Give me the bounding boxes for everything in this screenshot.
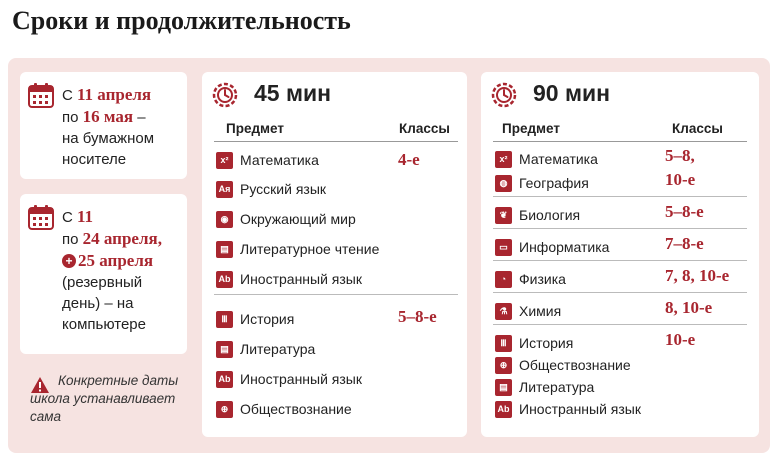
header-subject: Предмет	[226, 121, 284, 136]
column-45-min	[202, 72, 467, 437]
book-icon: ▤	[495, 379, 512, 396]
gear-clock-icon	[210, 80, 240, 110]
globe-icon: ⊕	[216, 401, 233, 418]
subject-name: Математика	[519, 151, 598, 167]
header-subject: Предмет	[502, 121, 560, 136]
history-icon: Ⅲ	[216, 311, 233, 328]
subject-row	[495, 268, 566, 290]
grade-label: 4-е	[398, 150, 420, 169]
subject-row	[495, 236, 609, 258]
subject-row	[495, 172, 589, 194]
column-header	[210, 78, 450, 112]
book-icon: ▤	[216, 341, 233, 358]
subject-row	[495, 376, 594, 398]
foreign-lang-icon: Ab	[216, 371, 233, 388]
subject-name: Биология	[519, 207, 581, 223]
reserve-date: 25 апреля	[78, 251, 154, 270]
group-divider	[214, 294, 458, 295]
subject-name: Литературное чтение	[240, 241, 380, 257]
subject-name: Иностранный язык	[240, 271, 362, 287]
history-icon: Ⅲ	[495, 335, 512, 352]
end-date: 16 мая	[82, 107, 134, 126]
group-divider	[493, 196, 747, 197]
grade-label: 5–8,	[665, 146, 695, 165]
grade-label: 7–8-е	[665, 234, 704, 253]
subject-row	[495, 148, 598, 170]
group-divider	[493, 292, 747, 293]
foreign-lang-icon: Ab	[495, 401, 512, 418]
subject-name: Химия	[519, 303, 562, 319]
gear-clock-icon	[489, 80, 519, 110]
subject-name: Физика	[519, 271, 566, 287]
russian-lang-icon: Ая	[216, 181, 233, 198]
note-text: Конкретные даты школа устанавливает сама	[30, 373, 179, 424]
header-grades: Классы	[399, 121, 450, 136]
date-card-paper	[20, 72, 187, 179]
start-date: 11	[77, 207, 94, 226]
subject-row	[216, 368, 362, 390]
math-icon: x²	[495, 151, 512, 168]
group-divider	[493, 228, 747, 229]
subject-row	[216, 149, 319, 171]
subject-name: Математика	[240, 152, 319, 168]
math-icon: x²	[216, 152, 233, 169]
subject-row	[216, 208, 356, 230]
grade-label: 10-е	[665, 170, 696, 189]
subject-name: Обществознание	[519, 357, 631, 373]
calendar-icon	[28, 82, 54, 108]
subject-name: Литература	[519, 379, 595, 395]
chemistry-icon: ⚗	[495, 303, 512, 320]
subject-row	[495, 300, 561, 322]
date-text-paper: С 11 апреля по 16 мая – на бумажном носителе	[62, 85, 155, 168]
subject-row	[495, 398, 641, 420]
subject-name: Иностранный язык	[240, 371, 362, 387]
subject-row	[216, 338, 315, 360]
header-grades: Классы	[672, 121, 723, 136]
subject-name: Иностранный язык	[519, 401, 641, 417]
geography-icon: ◍	[495, 175, 512, 192]
duration-label: 45 мин	[254, 80, 332, 106]
world-icon: ◉	[216, 211, 233, 228]
subject-name: История	[519, 335, 574, 351]
globe-icon: ⊕	[495, 357, 512, 374]
subject-name: Русский язык	[240, 181, 327, 197]
end-date: 24 апреля,	[82, 229, 162, 248]
column-90-min	[481, 72, 759, 437]
subject-name: Окружающий мир	[240, 211, 356, 227]
subject-row	[216, 398, 352, 420]
biology-icon: ❦	[495, 207, 512, 224]
subject-name: Информатика	[519, 239, 610, 255]
column-header	[489, 78, 729, 112]
plus-icon: +	[62, 254, 76, 268]
duration-label: 90 мин	[533, 80, 611, 106]
subject-row	[216, 268, 362, 290]
subject-row	[495, 354, 631, 376]
grade-label: 5–8-е	[665, 202, 704, 221]
subject-row	[216, 238, 379, 260]
group-divider	[493, 324, 747, 325]
physics-icon: ◔	[495, 271, 512, 288]
grade-label: 7, 8, 10-е	[665, 266, 730, 285]
grade-label: 8, 10-е	[665, 298, 713, 317]
page-title: Сроки и продолжительность	[12, 6, 351, 35]
subject-row	[216, 308, 294, 330]
foreign-lang-icon: Ab	[216, 271, 233, 288]
computer-icon: ▭	[495, 239, 512, 256]
date-text-computer: С 11 по 24 апреля, + 25 апреля (резервный день) – на компьютере	[62, 207, 162, 333]
book-icon: ▤	[216, 241, 233, 258]
subject-row	[216, 178, 326, 200]
subject-name: География	[519, 175, 589, 191]
subject-row	[495, 332, 573, 354]
date-card-computer	[20, 194, 187, 354]
grade-label: 10-е	[665, 330, 696, 349]
start-date: 11 апреля	[77, 85, 152, 104]
subject-row	[495, 204, 580, 226]
group-divider	[493, 260, 747, 261]
subject-name: Обществознание	[240, 401, 352, 417]
grade-label: 5–8-е	[398, 307, 437, 326]
subject-name: История	[240, 311, 295, 327]
header-divider	[493, 141, 747, 142]
header-divider	[214, 141, 458, 142]
calendar-icon	[28, 204, 54, 230]
subject-name: Литература	[240, 341, 316, 357]
